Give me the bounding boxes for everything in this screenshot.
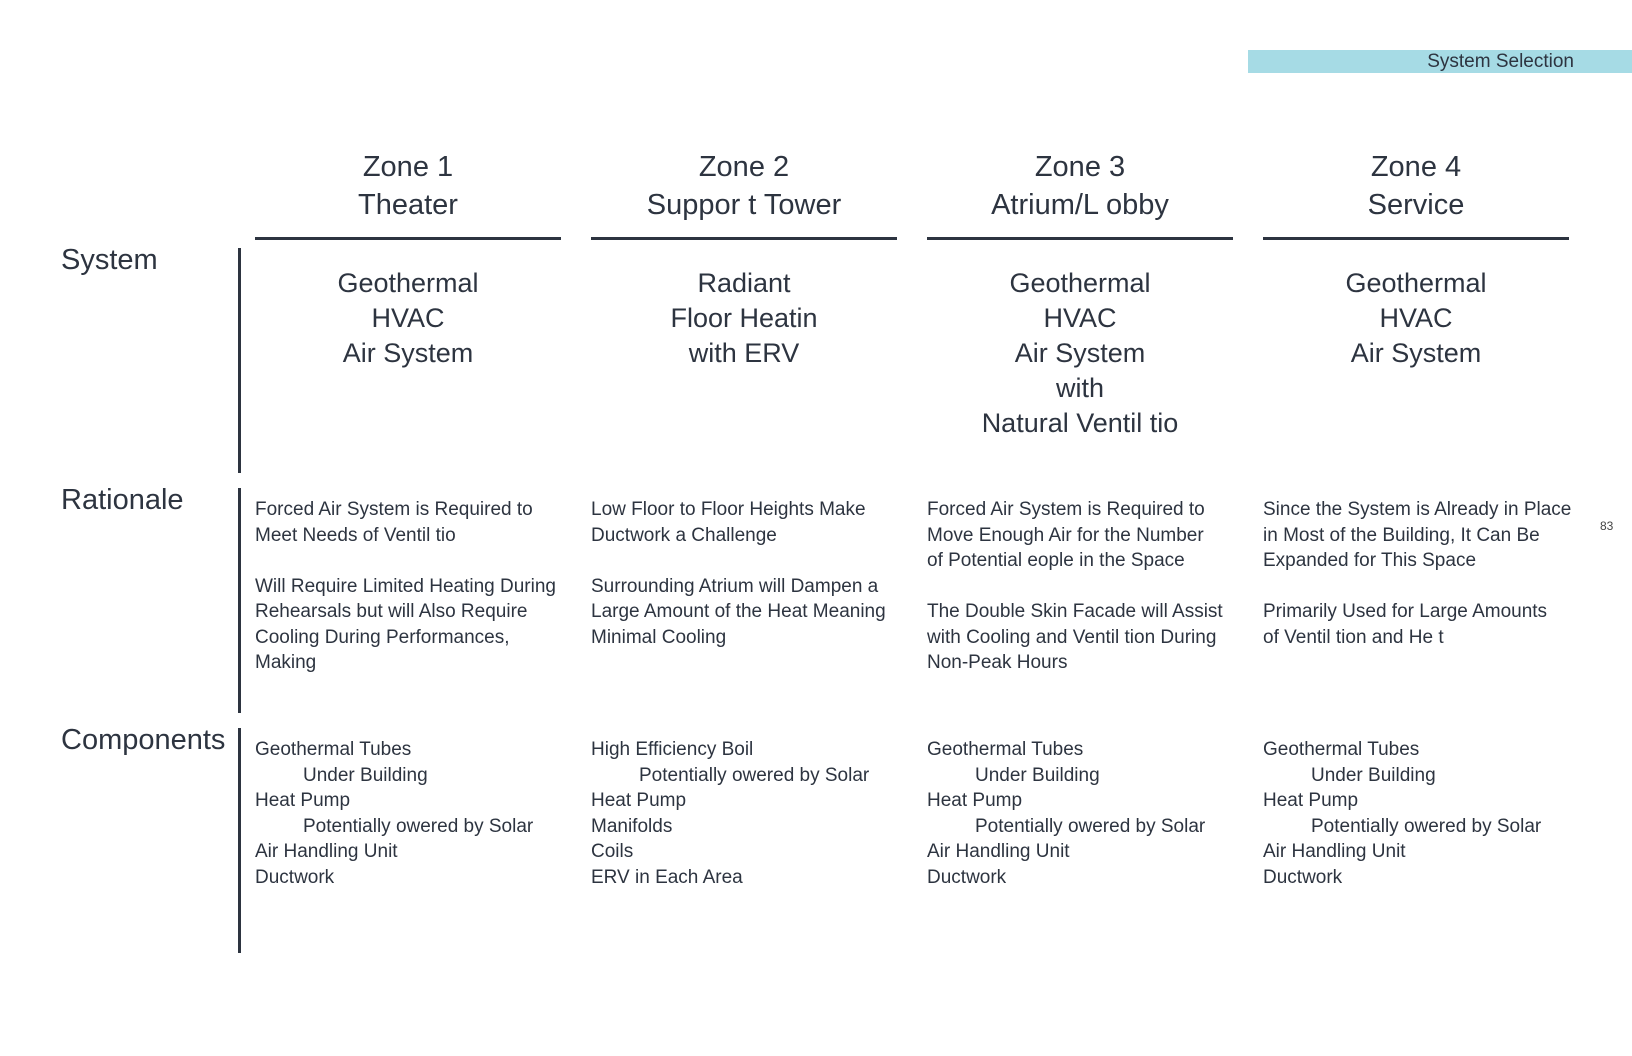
zone-number: Zone 3 <box>1034 151 1126 183</box>
section-title: System Selection <box>1427 51 1574 72</box>
component-item: Heat Pump <box>591 790 687 811</box>
component-item: High Efficiency Boil <box>591 739 754 760</box>
zone-name: Suppor t Tower <box>646 189 842 221</box>
component-item: Air Handling Unit <box>255 841 398 862</box>
section-header-band <box>1248 50 1632 73</box>
component-item: Coils <box>591 841 634 862</box>
zone-components-list <box>255 737 575 890</box>
component-item: Heat Pump <box>255 790 351 811</box>
zone-header <box>255 148 561 224</box>
zone-number: Zone 2 <box>698 151 790 183</box>
zone-rationale: Since the System is Already in Place in Most of the Building, It Can Be Expanded for This Space Primarily Used for Large Amounts of Ventil tion and He t <box>1263 499 1572 648</box>
component-item: Ductwork <box>1263 866 1343 888</box>
zone-components-list <box>591 737 911 890</box>
component-item: Ductwork <box>255 866 335 888</box>
zone-rationale: Forced Air System is Required to Meet Needs of Ventil tio Will Require Limited Heating During Rehearsals but will Also Require Cooling During Performances, Making <box>255 499 556 673</box>
component-item: Heat Pump <box>927 790 1023 811</box>
component-item: Air Handling Unit <box>927 841 1070 862</box>
rationale-row-divider <box>238 488 241 713</box>
zone-number: Zone 1 <box>362 151 454 183</box>
zone-header <box>927 148 1233 224</box>
zone-system: Geothermal HVAC Air System <box>1345 268 1487 368</box>
row-label-components: Components <box>61 724 226 756</box>
component-item: Manifolds <box>591 815 673 837</box>
zone-components-list <box>927 737 1247 890</box>
component-item: Geothermal Tubes <box>927 739 1084 760</box>
zone-number: Zone 4 <box>1370 151 1462 183</box>
component-item: Potentially owered by Solar <box>303 815 534 837</box>
component-item: Heat Pump <box>1263 790 1359 811</box>
zone-name: Service <box>1367 189 1465 221</box>
zone-header-rule <box>1263 237 1569 240</box>
system-row-divider <box>238 248 241 473</box>
zone-header-rule <box>927 237 1233 240</box>
zone-components-list <box>1263 737 1583 890</box>
row-label-rationale: Rationale <box>61 484 184 516</box>
zone-header-rule <box>255 237 561 240</box>
zone-name: Atrium/L obby <box>991 189 1169 221</box>
component-item: Air Handling Unit <box>1263 841 1406 862</box>
component-item: ERV in Each Area <box>591 866 743 888</box>
component-item: Potentially owered by Solar <box>639 764 870 786</box>
component-item: Under Building <box>1311 764 1436 786</box>
zone-header <box>1263 148 1569 224</box>
zone-header-rule <box>591 237 897 240</box>
component-item: Under Building <box>303 764 428 786</box>
page-number: 83 <box>1600 519 1614 533</box>
zone-header <box>591 148 897 224</box>
component-item: Potentially owered by Solar <box>1311 815 1542 837</box>
component-item: Geothermal Tubes <box>1263 739 1420 760</box>
zone-rationale: Forced Air System is Required to Move Enough Air for the Number of Potential eople in the Space The Double Skin Facade will Assist with Cooling and Ventil tion During Non-Peak Hours <box>927 499 1223 673</box>
component-item: Potentially owered by Solar <box>975 815 1206 837</box>
row-label-system: System <box>61 244 158 276</box>
zone-system: Geothermal HVAC Air System <box>337 268 479 368</box>
zone-rationale: Low Floor to Floor Heights Make Ductwork a Challenge Surrounding Atrium will Dampen a Large Amount of the Heat Meaning Minimal Cooling <box>591 499 886 648</box>
component-item: Under Building <box>975 764 1100 786</box>
zone-name: Theater <box>358 189 458 221</box>
component-item: Ductwork <box>927 866 1007 888</box>
components-row-divider <box>238 728 241 953</box>
component-item: Geothermal Tubes <box>255 739 412 760</box>
zone-system: Radiant Floor Heatin with ERV <box>670 268 818 368</box>
zone-system: Geothermal HVAC Air System with Natural Ventil tio <box>981 268 1179 438</box>
